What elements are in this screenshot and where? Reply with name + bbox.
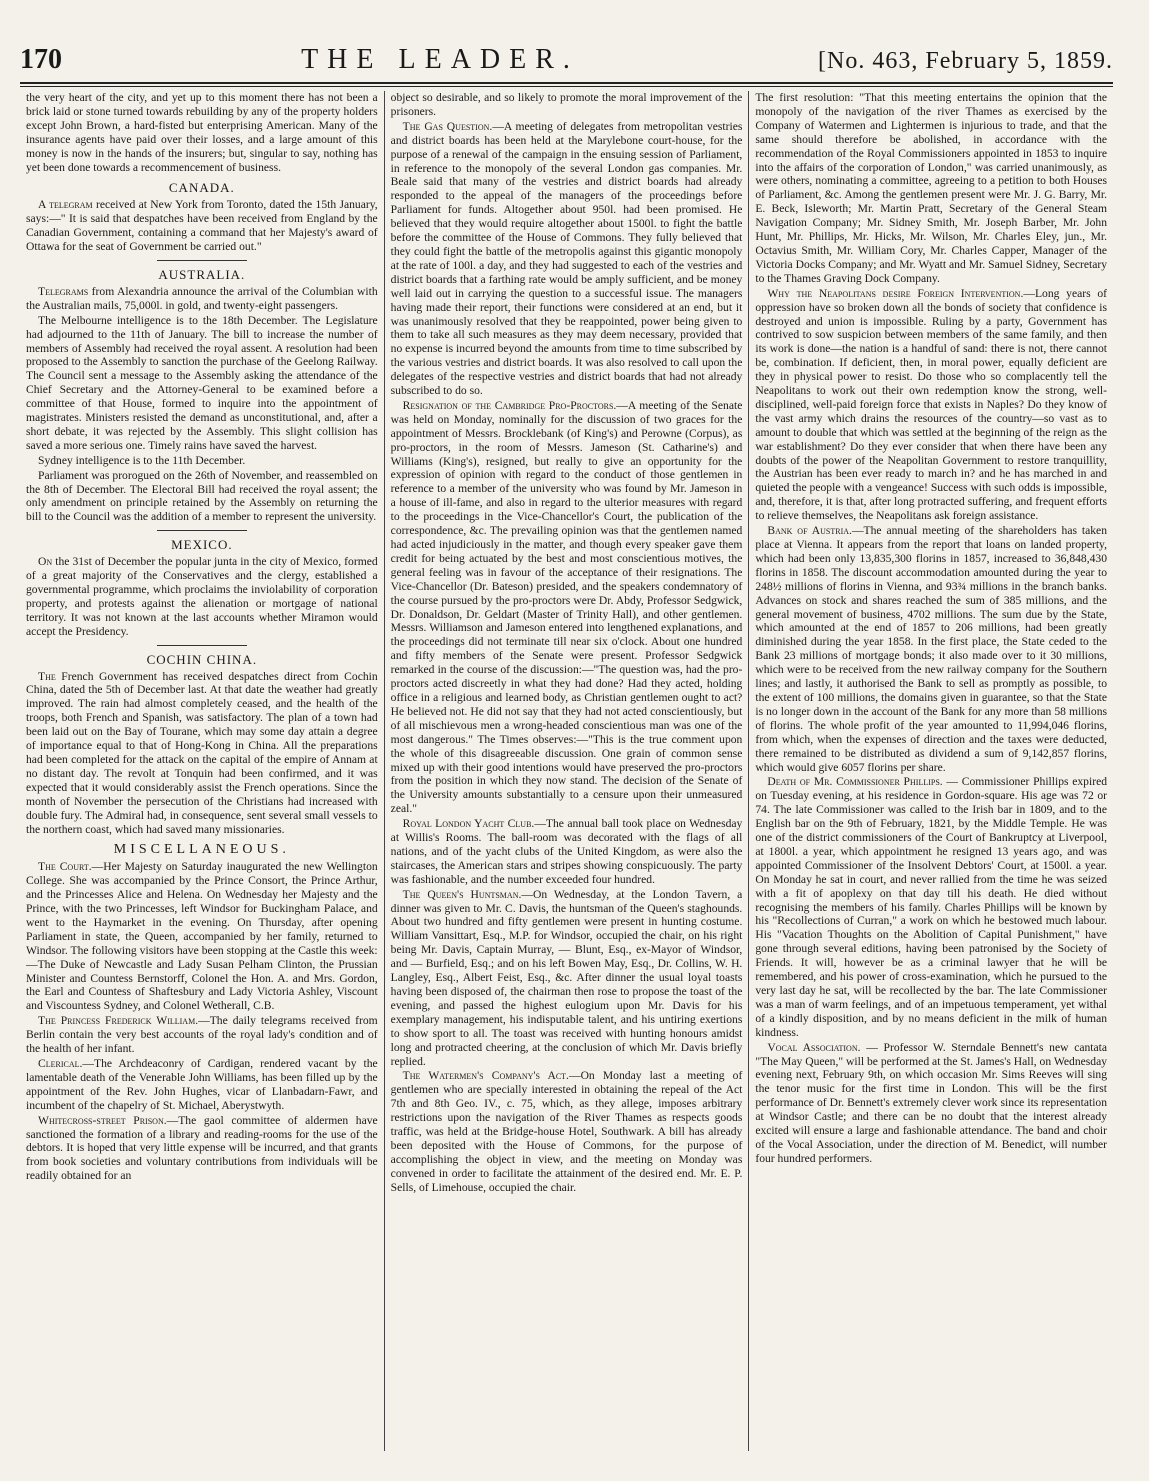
article-australia-2: The Melbourne intelligence is to the 18th December. The Legislature had adjourned to the 11th of January. The bill to increase the number of members of Assembly had received the royal assent. A resolution had been proposed to the Assembly to sanction the purchase of the Geelong Railway. The Council sent a message to the Assembly asking the attendance of the Chief Secretary and the Attorney-General to be examined before a committee of that House, formed to inquire into the appointment of magistrates. Ministers resisted the demand as unconstitutional, and, after a short debate, it was rejected by the Assembly. This slight collision has saved a more serious one. Timely rains have saved the harvest. [26, 313, 378, 452]
article-watermen: The Watermen's Company's Act.—On Monday last a meeting of gentlemen who are specially interested in obtaining the repeal of the Act 7th and 8th Geo. IV., c. 75, which, as they allege, imposes arbitrary restrictions upon the navigation of the River Thames as respects goods traffic, was held at the Bridge-house Hotel, Southwark. A bill has already been deposited with the House of Commons, for the purpose of accomplishing the object in view, and the meeting on Monday was convened in order to facilitate the attainment of the desired end. Mr. E. P. Sells, of Limehouse, occupied the chair. [390, 1069, 743, 1194]
heading-australia: AUSTRALIA. [158, 266, 246, 282]
article-australia-1: Telegrams from Alexandria announce the arrival of the Columbian with the Australian mails, 75,000l. in gold, and twenty-eight passengers. [26, 284, 378, 312]
separator [157, 530, 247, 531]
issue-date: [No. 463, February 5, 1859. [818, 48, 1113, 74]
article-canada: A telegram received at New York from Toronto, dated the 15th January, says:—" It is said that despatches have been received from England by the Canadian Government, containing a command that her Majesty's award of Ottawa for the seat of Government be carried out." [26, 198, 378, 254]
article-continuation: The first resolution: "That this meeting entertains the opinion that the monopoly of the navigation of the river Thames as exercised by the Company of Watermen and Lightermen is injurious to trade, and that the same should therefore be abolished, in accordance with the recommendation of the Royal Commissioners appointed in 1853 to inquire into the affairs of the corporation of London," was carried unanimously, as were others, nominating a committee, agreeing to a petition to both Houses of Parliament, &c. Among the gentlemen present were Mr. J. G. Barry, Mr. E. Beck, Isleworth; Mr. Martin Pratt, Secretary of the General Steam Navigation Company; Mr. Sidney Smith, Mr. Joseph Barber, Mr. John Hunt, Mr. Phillips, Mr. Hicks, Mr. Wilson, Mr. Charles Eley, jun., Mr. Octavius Smith, Mr. William Cory, Mr. Charles Capper, Manager of the Victoria Docks Company; and Mr. Wyatt and Mr. Samuel Sidney, Secretary to the Thames Graving Dock Company. [755, 91, 1108, 285]
heading-cochin-china: COCHIN CHINA. [146, 651, 258, 667]
article-yacht-club: Royal London Yacht Club.—The annual ball took place on Wednesday at Willis's Rooms. The ball-room was decorated with the flags of all nations, and of the yacht clubs of the United Kingdom, as were also the staircases, the American stars and stripes showing conspicuously. The party was fashionable, and the number exceeded four hundred. [390, 817, 743, 886]
column-2 [385, 91, 750, 1451]
column-3 [749, 91, 1113, 1451]
article-clerical: Clerical.—The Archdeaconry of Cardigan, rendered vacant by the lamentable death of the Venerable John Williams, has been filled up by the appointment of the Rev. John Hughes, vicar of Llanbadarn-Fawr, and incumbent of the chapelry of St. Michael, Aberystwyth. [26, 1057, 378, 1112]
article-continuation: the very heart of the city, and yet up to this moment there has not been a brick laid or stone turned towards rebuilding by any of the property holders except John Brown, a hard-fisted but enterprising American. Many of the insurance agents have paid over their losses, and a large amount of this money is now in the hands of the insurers; but, singular to say, nothing has yet been done towards a recommencement of business. [26, 91, 378, 174]
heading-mexico: MEXICO. [171, 537, 233, 553]
masthead-rule [20, 82, 1113, 84]
masthead-rule-thin [20, 86, 1113, 87]
article-continuation: object so desirable, and so likely to promote the moral improvement of the prisoners. [390, 91, 743, 118]
heading-miscellaneous: MISCELLANEOUS. [113, 842, 290, 858]
article-gas-question: The Gas Question.—A meeting of delegates from metropolitan vestries and district boards has been held at the Marylebone court-house, for the purpose of a renewal of the campaign in the ensuing session of Parliament, in reference to the monopoly of the several London gas companies. Mr. Beale said that many of the vestries and district boards had already responded to the appeal of the managers of the proceedings before Parliament for funds. Altogether about 950l. had been promised. He believed that they would require altogether about 1500l. to fight the battle before the committee of the House of Commons. They fully believed that they could fight the battle of the metropolis against this gigantic monopoly at the rate of 100l. a day, and they had suggested to each of the vestries and district boards that a farthing rate would be amply sufficient, and be money well laid out in carrying the question to a successful issue. The managers having made their report, their functions were considered at an end, but it was unanimously resolved that they be reappointed, power being given to them to take all such measures as they may deem necessary, provided that no expense is incurred beyond the amounts from time to time subscribed by the various vestries and district boards. It was also resolved to call upon the delegates of the respective vestries and district boards that had not already subscribed to do so. [390, 119, 743, 398]
page-number: 170 [20, 44, 62, 75]
article-whitecross: Whitecross-street Prison.—The gaol committee of aldermen have sanctioned the formation of a library and reading-rooms for the use of the debtors. It is hoped that very little expense will be incurred, and that grants from book societies and voluntary contributions from individuals will be readily obtained for an [26, 1113, 378, 1183]
masthead [20, 44, 1113, 78]
article-australia-4: Parliament was prorogued on the 26th of November, and reassembled on the 8th of December. The Electoral Bill had received the royal assent; the only amendment on principle retained by the Assembly on returning the bill to the Council was the addition of a member to represent the university. [26, 468, 378, 524]
article-resignation: Resignation of the Cambridge Pro-Proctors.—A meeting of the Senate was held on Monday, nominally for the discussion of two graces for the appointment of Messrs. Brocklebank (of King's) and Perowne (Corpus), as pro-proctors, in the room of Messrs. Jameson (St. Catharine's) and Williams (King's), resigned, but really to give an opportunity for the expression of opinion with regard to the conduct of those gentlemen in reference to a member of the university who was found by Mr. Jameson in a house of ill-fame, and also in regard to the ulterior measures with regard to the proceedings in the Vice-Chancellor's Court, the publication of the correspondence, &c. The prevailing opinion was that the gentlemen named had acted injudiciously in the matter, and though every speaker gave them credit for being actuated by the best and most conscientious motives, the general feeling was in favour of the acceptance of their resignations. The Vice-Chancellor (Dr. Bateson) presided, and the speakers condemnatory of the course pursued by the pro-proctors were Dr. Abdy, Professor Sedgwick, Dr. Donaldson, Dr. Geldart (Master of Trinity Hall), and other gentlemen. Messrs. Williamson and Jameson entered into lengthened explanations, and the proceedings did not terminate till near six o'clock. About one hundred and fifty members of the Senate were present. Professor Sedgwick remarked in the course of the discussion:—"The question was, had the pro-proctors acted discreetly in what they had done? Had they acted, holding office in a religious and learned body, as Christian gentlemen ought to act? He believed not. He did not say that they had not acted conscientiously, but of all mischievous men a wrong-headed conscientious man was one of the most dangerous." The Times observes:—"This is the true comment upon the whole of this disagreeable discussion. One grain of common sense mixed up with their good intentions would have preserved the pro-proctors from the position in which they now stand. The decision of the Senate of the University amounts substantially to a censure upon their unmeasured zeal." [390, 398, 743, 816]
article-vocal-association: Vocal Association. — Professor W. Sterndale Bennett's new cantata "The May Queen," will be performed at the St. James's Hall, on Wednesday evening next, February 9th, on which occasion Mr. Sims Reeves will sing the tenor music for the first time in London. This will be the first performance of Dr. Bennett's extremely clever work since its representation at Windsor Castle; and there can be no doubt that the interest already excited will ensure a large and fashionable attendance. The band and choir of the Vocal Association, under the direction of M. Benedict, will number four hundred performers. [755, 1040, 1108, 1165]
article-court: The Court.—Her Majesty on Saturday inaugurated the new Wellington College. She was accompanied by the Prince Consort, the Prince Arthur, and the Princesses Alice and Helena. On Wednesday her Majesty and the Prince, with the two Princesses, left Windsor for Buckingham Palace, and went to the Haymarket in the evening. On Thursday, after opening Parliament in state, the Queen, accompanied by her family, returned to Windsor. The following visitors have been stopping at the Castle this week:—The Duke of Newcastle and Lady Susan Pelham Clinton, the Prussian Minister and Countess Bernstorff, Colonel the Hon. A. and Mrs. Gordon, the Earl and Countess of Shaftesbury and Lady Victoria Ashley, Viscount and Viscountess Sydney, and Colonel Wetherall, C.B. [26, 860, 378, 1013]
article-bank-austria: Bank of Austria.—The annual meeting of the shareholders has taken place at Vienna. It appears from the report that loans on landed property, which had been only 13,835,300 florins in 1857, increased to 36,848,430 florins in 1858. The discount accommodation amounted during the year to 248½ millions of florins in Vienna, and 93¾ millions in the branch banks. Advances on stock and shares reached the sum of 385 millions, and the general movement of business, 4702 millions. The sum due by the State, which amounted at the end of 1857 to 206 millions, had been greatly diminished during the year 1858. In the first place, the State ceded to the Bank 23 millions of mortgage bonds; it also made over to it 30 millions, which were to be received from the new railway company for the Southern lines; and lastly, it authorised the Bank to sell as promptly as possible, to the extent of 100 millions, the domains given in guarantee, so that the State is no longer down in the account of the Bank for any more than 58 millions of florins. The whole profit of the year amounted to 11,994,046 florins, from which, when the expenses of direction and the taxes were deducted, there remained to be distributed as dividend a sum of 9,142,857 florins, which would give 6057 florins per share. [755, 524, 1108, 774]
article-huntsman: The Queen's Huntsman.—On Wednesday, at the London Tavern, a dinner was given to Mr. C. Davis, the huntsman of the Queen's staghounds. About two hundred and fifty gentlemen were present in hunting costume. William Vansittart, Esq., M.P. for Windsor, occupied the chair, on his right being Mr. Davis, Captain Murray, — Blunt, Esq., ex-Mayor of Windsor, and — Burfield, Esq.; and on his left Bowen May, Esq., Dr. Collins, W. H. Langley, Esq., Albert Feist, Esq., &c. After dinner the usual loyal toasts having been disposed of, the chairman then rose to propose the toast of the evening, and passed the highest eulogium upon Mr. Davis for his exemplary management, his indisputable talent, and his untiring exertions to show sport to all. The toast was received with hunting honours amidst long and protracted cheering, at the conclusion of which Mr. Davis briefly replied. [390, 887, 743, 1068]
article-princess: The Princess Frederick William.—The daily telegrams received from Berlin contain the very best accounts of the royal lady's condition and of the health of her infant. [26, 1014, 378, 1056]
article-death-phillips: Death of Mr. Commissioner Phillips. — Commissioner Phillips expired on Tuesday evening, at his residence in Gordon-square. His age was 72 or 74. The late Commissioner was called to the Irish bar in 1809, and to the English bar on the 9th of February, 1821, by the Middle Temple. He was one of the district commissioners of the Court of Bankruptcy at Liverpool, at 1800l. a year, which appointment he resigned 13 years ago, and was appointed Commissioner of the Insolvent Debtors' Court, at 1500l. a year. On Monday he sat in court, and never rallied from the time he was seized with a fit of apoplexy on that day till his death. He died without recognising the members of his family. Charles Phillips will be known by his "Recollections of Curran," a work on which he bestowed much labour. His "Vacation Thoughts on the Abolition of Capital Punishment," have gone through several editions, having been patronised by the Society of Friends. It will, however be as a criminal lawyer that he will be remembered, and his power of cross-examination, which he pursued to the very last day he sat, will be recollected by the bar. The late Commissioner was a man of warm feelings, and of an impetuous temperament, yet withal of a kindly disposition, and by no means deficient in the milk of human kindness. [755, 775, 1108, 1039]
heading-canada: CANADA. [168, 180, 235, 196]
separator [157, 260, 247, 261]
separator [157, 645, 247, 646]
columns [20, 91, 1113, 1451]
column-1 [20, 91, 385, 1451]
article-australia-3: Sydney intelligence is to the 11th December. [38, 453, 246, 467]
article-mexico: On the 31st of December the popular junta in the city of Mexico, formed of a great majority of the Conservatives and the clergy, established a governmental programme, which proclaims the inviolability of corporation property, and protests against the alienation or mortgage of national territory. It was not known at the last accounts whether Miramon would accept the Presidency. [26, 555, 378, 638]
newspaper-title: THE LEADER. [301, 44, 579, 75]
article-neapolitans: Why the Neapolitans desire Foreign Intervention.—Long years of oppression have so broken down all the bonds of society that confidence is destroyed and union is impossible. Ruling by a party, Government has contrived to sow suspicion between members of the same family, and then its work is done—the nation is a handful of sand: there is not, there cannot be, combination. If deficient, then, in moral power, equally deficient are they in physical power to resist. Do those who so complacently tell the Neapolitans to work out their own redemption know the strong, well-disciplined, well-paid foreign force that exists in Naples? Do they know of the vast army which drains the resources of the country—so vast as to amount to double that which was settled at the beginning of the reign as the war establishment? Do they ever consider that when there have been any doubts of the power of the Neapolitan Government to restore tranquillity, the Austrian has been ever ready to march in? and he has marched in and quieted the people with a vengeance! Success with such odds is impossible, and, therefore, it is that, after long protracted suffering, and frequent efforts to relieve themselves, the Neapolitans ask foreign assistance. [755, 286, 1108, 523]
article-cochin-china: The French Government has received despatches direct from Cochin China, dated the 5th of December last. At that date the weather had greatly improved. The rain had almost completely ceased, and the health of the troops, both French and Spanish, was satisfactory. The plan of a town had been laid out on the Bay of Tourane, which may some day attain a degree of importance equal to that of Hong-Kong in China. All the preparations had been completed for the attack on the capital of the empire of Annam at no distant day. The revolt at Tonquin had been confirmed, and it was expected that it would considerably assist the French operations. Since the month of November the persecution of the Christians had increased with double fury. The Admiral had, in consequence, sent several small vessels to the northern coast, which had saved many missionaries. [26, 669, 378, 836]
